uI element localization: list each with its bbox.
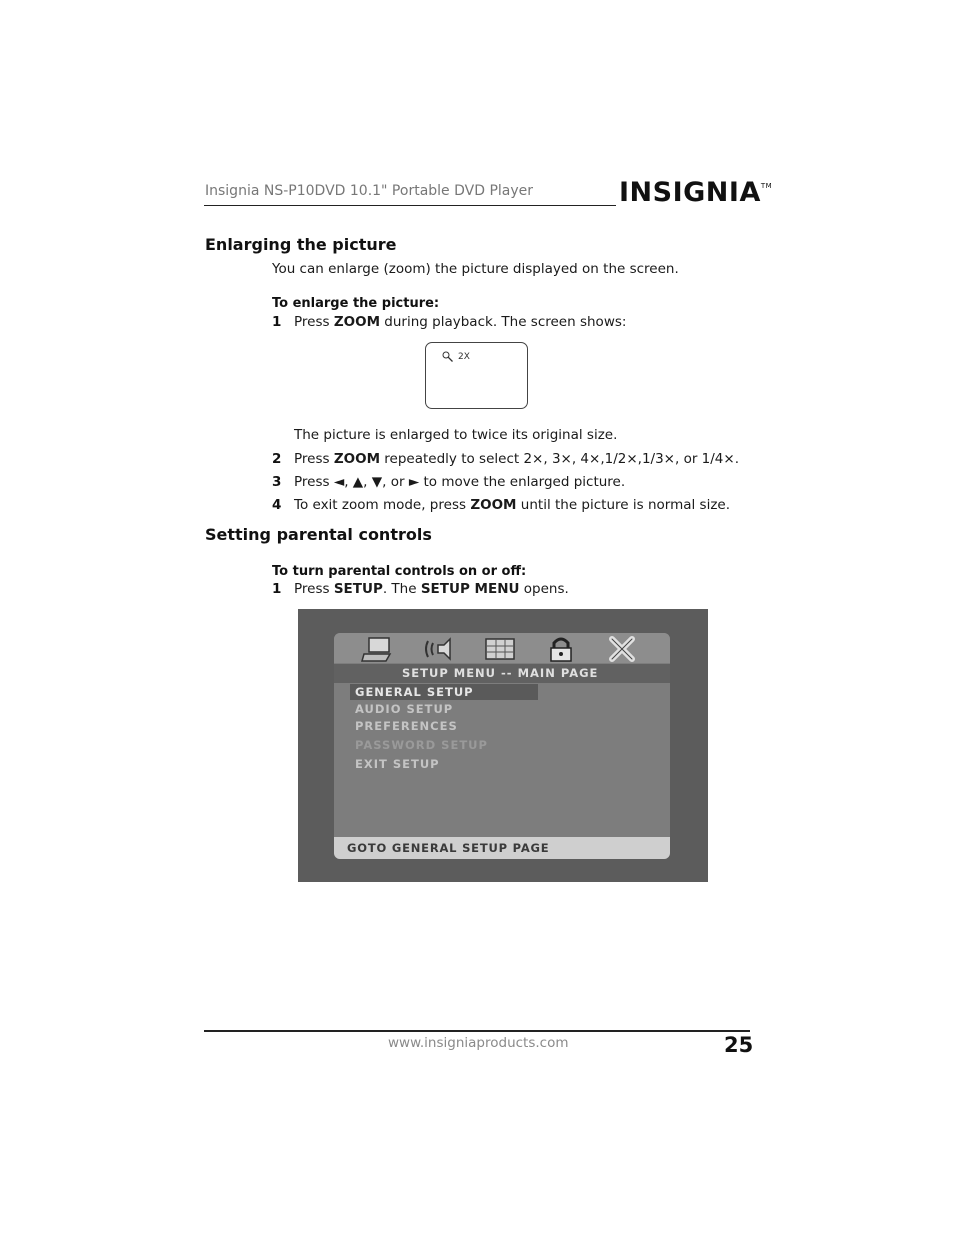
footer-rule [204,1030,750,1032]
zoom-keyword: ZOOM [470,497,517,513]
general-setup-icon [360,635,396,663]
header-rule [204,205,616,206]
parental-subheading: To turn parental controls on or off: [272,564,527,579]
zoom-level-text: 2X [458,352,470,362]
preferences-icon [482,635,518,663]
password-lock-icon [543,635,579,663]
step-3-text: Press ◄, ▲, ▼, or ► to move the enlarged picture. [294,474,626,490]
zoom-display-box [425,342,528,409]
running-header: Insignia NS-P10DVD 10.1" Portable DVD Player [205,183,534,199]
section-heading-enlarge: Enlarging the picture [205,235,397,254]
setup-menu-title-bar [334,664,670,683]
menu-item-audio-setup: AUDIO SETUP [355,702,454,716]
setup-keyword: SETUP [333,581,383,597]
enlarge-subheading: To enlarge the picture: [272,296,440,311]
section-heading-parental: Setting parental controls [205,525,432,544]
menu-item-password-setup: PASSWORD SETUP [355,738,488,752]
page-number: 25 [724,1033,754,1057]
step-2-text: Press ZOOM repeatedly to select 2×, 3×, 4×,1/2×,1/3×, or 1/4×. [294,451,739,467]
footer-url: www.insigniaproducts.com [388,1035,569,1051]
enlarge-intro: You can enlarge (zoom) the picture displayed on the screen. [272,261,679,277]
step-number: 4 [272,497,282,513]
setup-menu-icon-bar [334,633,670,663]
enlarge-result: The picture is enlarged to twice its original size. [294,427,618,443]
logo-text: INSIGNIA [619,177,761,208]
zoom-keyword: ZOOM [333,314,381,330]
step-1-text: Press ZOOM during playback. The screen shows: [294,314,627,330]
step-number: 1 [272,581,282,597]
magnifier-icon [442,351,454,363]
step-4-text: To exit zoom mode, press ZOOM until the picture is normal size. [294,497,731,513]
insignia-logo [619,177,772,208]
audio-setup-icon [422,635,458,663]
setup-menu-footer-text: GOTO GENERAL SETUP PAGE [347,841,550,855]
menu-item-general-setup: GENERAL SETUP [355,685,474,699]
menu-item-exit-setup: EXIT SETUP [355,757,440,771]
setup-menu-panel [334,633,670,859]
step-number: 3 [272,474,282,490]
logo-trademark: TM [760,182,773,190]
setup-menu-title: SETUP MENU -- MAIN PAGE [402,666,599,680]
menu-item-preferences: PREFERENCES [355,719,458,733]
step-number: 1 [272,314,282,330]
setup-menu-screenshot [298,609,708,882]
zoom-keyword: ZOOM [333,451,381,467]
setup-menu-footer [334,837,670,859]
parental-step-1-text: Press SETUP. The SETUP MENU opens. [294,581,569,597]
exit-x-icon [604,635,640,663]
step-number: 2 [272,451,282,467]
setup-menu-keyword: SETUP MENU [420,581,520,597]
